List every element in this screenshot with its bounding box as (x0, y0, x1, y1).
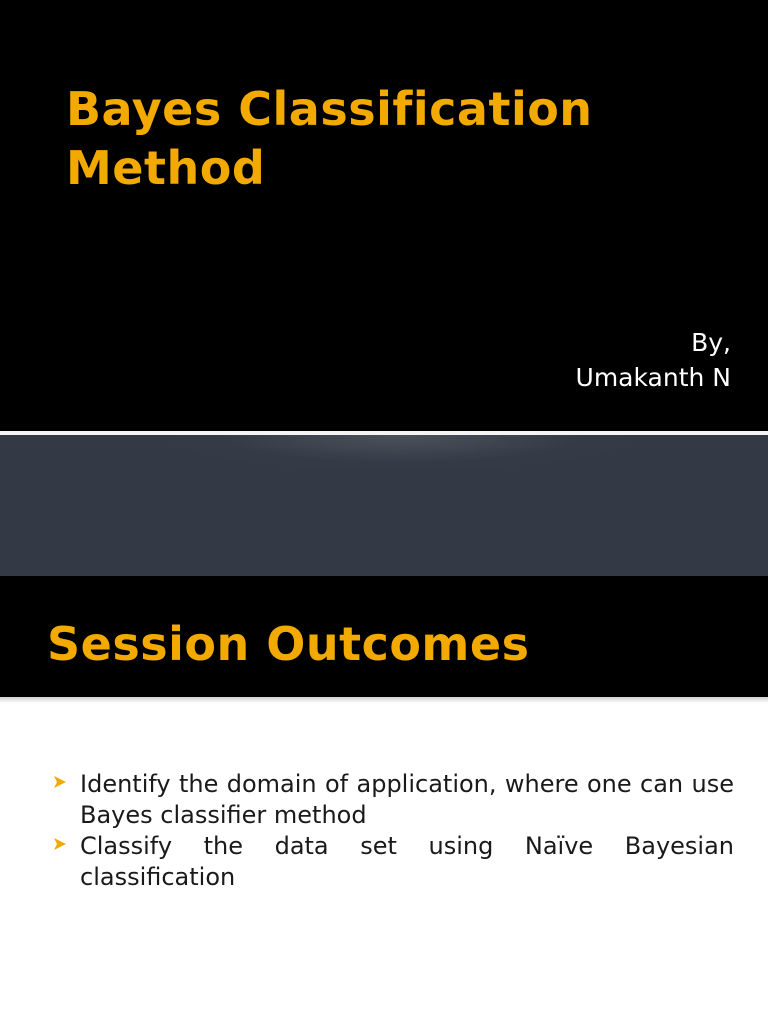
slide-title-line-1: Bayes Classification (66, 82, 593, 136)
slide-title-line-2: Method (66, 141, 266, 195)
list-item-text: Classify the data set using Naïve Bayesian classification (80, 832, 734, 891)
slide-header-band (0, 435, 768, 576)
byline (576, 325, 731, 395)
author-name: Umakanth N (575, 363, 731, 392)
list-item (52, 831, 734, 893)
slide-title (66, 80, 726, 198)
arrow-bullet-icon (53, 775, 67, 789)
outcomes-list (52, 769, 734, 893)
list-item (52, 769, 734, 831)
list-item-text: Identify the domain of application, where one can use Bayes classifier method (80, 770, 734, 829)
arrow-bullet-icon (53, 837, 67, 851)
byline-by: By, (691, 328, 731, 357)
title-slide (0, 0, 768, 431)
session-outcomes-heading: Session Outcomes (47, 617, 530, 671)
